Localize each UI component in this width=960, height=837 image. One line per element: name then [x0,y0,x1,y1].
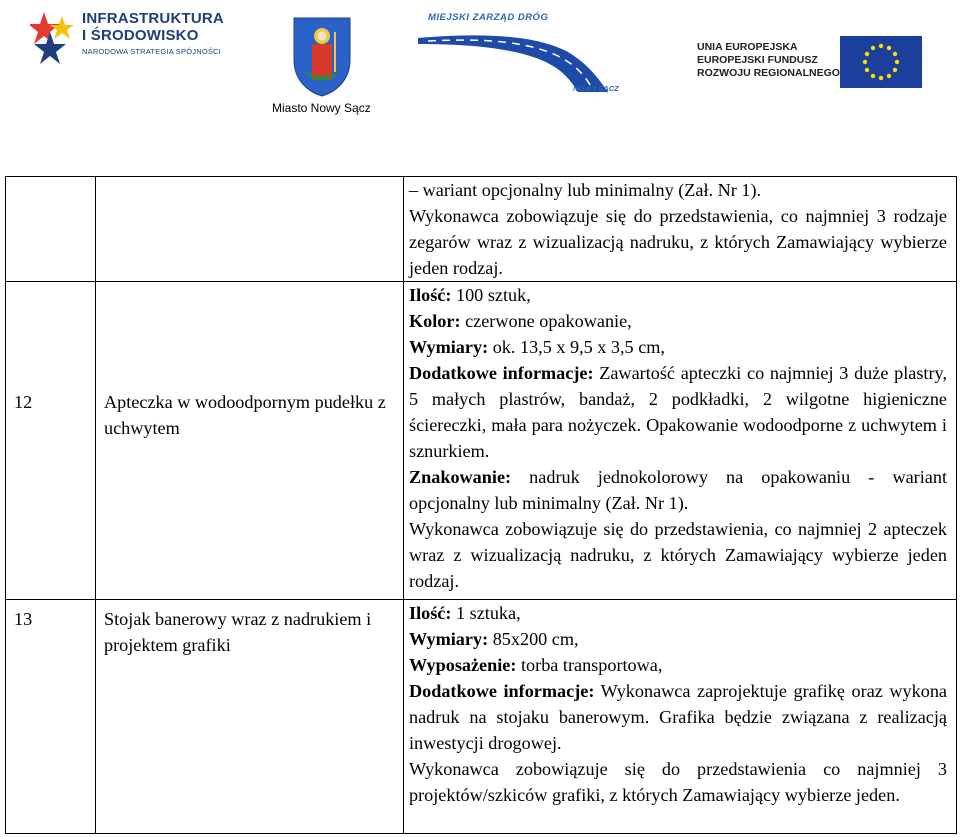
cell-name: Stojak banerowy wraz z nadrukiem i projektem grafiki [96,600,404,834]
dodatkowe-value: Zawartość apteczki co najmniej 3 duże plastry, 5 małych plastrów, bandaż, 2 podkładki, 2 wilgotne higieniczne ściereczki, mała para nożyczek. Opakowanie wodoodporne z uchwytem i sznurkiem. [409,363,947,461]
ilosc-value: 1 sztuka, [451,603,521,623]
ilosc-label: Ilość: [409,285,452,305]
dodatkowe-line [409,678,947,756]
cell-description [404,282,957,600]
ilosc-line [409,282,947,308]
dodatkowe-label: Dodatkowe informacje: [409,363,594,383]
wyposazenie-value: torba transportowa, [516,655,663,675]
wymiary-label: Wymiary: [409,337,489,357]
wyposazenie-label: Wyposażenie: [409,655,517,675]
mzd-subtitle: NOWY SĄCZ [573,84,619,93]
eu-line2: EUROPEJSKI FUNDUSZ [697,54,818,66]
eu-text-logo [697,41,840,80]
ilosc-line [409,600,947,626]
cell-description [404,177,957,282]
eu-flag-icon [840,36,922,88]
ilosc-value: 100 sztuk, [451,285,531,305]
coat-of-arms-icon [290,14,354,98]
page-header [0,0,960,130]
eu-line3: ROZWOJU REGIONALNEGO [697,67,840,79]
wymiary-label: Wymiary: [409,629,489,649]
wykonawca-line: Wykonawca zobowiązuje się do przedstawienia co najmniej 3 projektów/szkiców grafiki, z których Zamawiający wybierze jeden. [409,759,947,805]
table-row [6,282,957,600]
wymiary-value: 85x200 cm, [488,629,579,649]
wymiary-line [409,626,947,652]
wymiary-value: ok. 13,5 x 9,5 x 3,5 cm, [488,337,665,357]
prev-wykonawca-line: Wykonawca zobowiązuje się do przedstawienia, co najmniej 3 rodzaje zegarów wraz z wizualizacją nadruku, z których Zamawiający wybierze jeden rodzaj. [409,206,947,278]
is-title-line1: INFRASTRUKTURA [82,10,224,27]
wyposazenie-line [409,652,947,678]
znakowanie-value: nadruk jednokolorowy na opakowaniu - wariant opcjonalny lub minimalny (Zał. Nr 1). [409,467,947,513]
mzd-title: MIEJSKI ZARZĄD DRÓG [428,12,549,23]
kolor-value: czerwone opakowanie, [460,311,632,331]
is-subtitle: NARODOWA STRATEGIA SPÓJNOŚCI [82,47,221,56]
cell-number: 12 [6,282,96,600]
znakowanie-label: Znakowanie: [409,467,512,487]
table-row [6,600,957,834]
star-emblem-icon [30,10,80,68]
cell-name [96,177,404,282]
prev-variant-line: – wariant opcjonalny lub minimalny (Zał. Nr 1). [409,180,762,200]
is-title-line2: I ŚRODOWISKO [82,27,199,44]
cell-number: 13 [6,600,96,834]
cell-number [6,177,96,282]
city-crest-logo [290,14,354,103]
ilosc-label: Ilość: [409,603,452,623]
wymiary-line [409,334,947,360]
dodatkowe-line [409,360,947,464]
mzd-logo [418,12,638,102]
znakowanie-line [409,464,947,516]
cell-name: Apteczka w wodoodpornym pudełku z uchwytem [96,282,404,600]
cell-description [404,600,957,834]
table-row [6,177,957,282]
wykonawca-line: Wykonawca zobowiązuje się do przedstawienia, co najmniej 2 apteczek wraz z wizualizacją nadruku, z których Zamawiający wybierze jeden rodzaj. [409,519,947,591]
specification-table [5,176,957,834]
kolor-line [409,308,947,334]
kolor-label: Kolor: [409,311,461,331]
eu-line1: UNIA EUROPEJSKA [697,41,798,53]
dodatkowe-value: Wykonawca zaprojektuje grafikę oraz wykona nadruk na stojaku banerowym. Grafika będzie związana z realizacją inwestycji drogowej. [409,681,947,753]
city-caption: Miasto Nowy Sącz [272,101,371,115]
infrastruktura-srodowisko-logo [30,10,230,70]
dodatkowe-label: Dodatkowe informacje: [409,681,595,701]
